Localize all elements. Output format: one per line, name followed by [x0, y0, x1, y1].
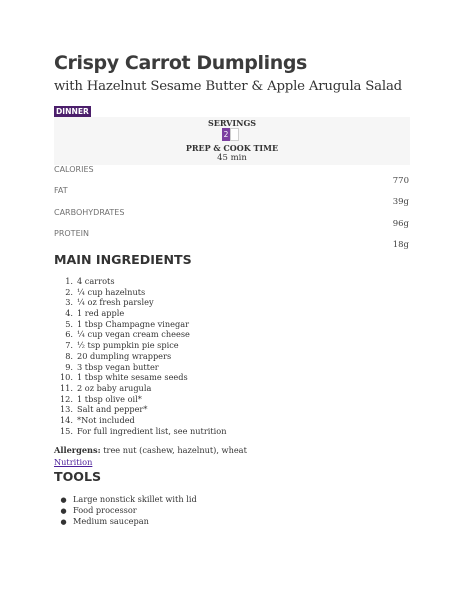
ingredient-number: 11. — [59, 382, 73, 393]
ingredient-item — [54, 308, 227, 319]
ingredient-number: 3. — [65, 297, 73, 308]
ingredient-item — [54, 415, 227, 426]
ingredient-item — [54, 319, 227, 330]
ingredient-text: 1 tbsp olive oil* — [77, 393, 142, 404]
ingredient-item — [54, 329, 227, 340]
allergens-text: tree nut (cashew, hazelnut), wheat — [103, 445, 247, 455]
nutrition-label-fat: FAT — [54, 186, 68, 195]
bullet-icon: ● — [60, 507, 67, 515]
ingredient-item — [54, 340, 227, 351]
ingredient-item — [54, 362, 227, 373]
ingredient-text: ¼ cup hazelnuts — [77, 286, 146, 297]
tool-item — [54, 516, 197, 527]
ingredient-number: 15. — [59, 425, 73, 436]
servings-label: SERVINGS — [207, 118, 257, 128]
meal-type-badge: DINNER — [56, 107, 89, 116]
tools-list — [54, 494, 197, 527]
nutrition-value-calories: 770 — [392, 176, 409, 186]
nutrition-link[interactable]: Nutrition — [54, 457, 93, 467]
ingredient-number: 12. — [59, 393, 73, 404]
bullet-icon: ● — [60, 518, 67, 526]
ingredient-number: 8. — [65, 350, 73, 361]
ingredient-item — [54, 426, 227, 437]
ingredient-item — [54, 276, 227, 287]
ingredient-text: ¼ oz fresh parsley — [77, 297, 154, 308]
ingredient-text: 1 red apple — [77, 308, 125, 319]
ingredient-item — [54, 394, 227, 405]
ingredient-number: 13. — [59, 404, 73, 415]
ingredient-text: *Not included — [77, 414, 135, 425]
ingredient-item — [54, 351, 227, 362]
ingredient-number: 2. — [65, 286, 73, 297]
bullet-icon: ● — [60, 496, 67, 504]
ingredient-number: 6. — [65, 329, 73, 340]
nutrition-label-calories: CALORIES — [54, 165, 94, 174]
ingredient-text: 3 tbsp vegan butter — [77, 361, 159, 372]
ingredient-number: 9. — [65, 361, 73, 372]
ingredient-number: 5. — [65, 318, 73, 329]
prep-cook-label: PREP & COOK TIME — [185, 143, 279, 153]
servings-stepper[interactable] — [222, 128, 239, 141]
servings-option-selected[interactable]: 2 — [223, 130, 229, 139]
ingredient-number: 14. — [59, 414, 73, 425]
ingredients-list — [54, 276, 227, 436]
ingredients-heading: MAIN INGREDIENTS — [54, 252, 192, 267]
tools-heading: TOOLS — [54, 469, 102, 484]
ingredient-text: ½ tsp pumpkin pie spice — [77, 340, 179, 351]
ingredient-number: 4. — [65, 308, 73, 319]
tool-text: Food processor — [73, 505, 137, 515]
ingredient-item — [54, 287, 227, 298]
tool-item — [54, 505, 197, 516]
ingredient-text: For full ingredient list, see nutrition — [77, 425, 227, 436]
ingredient-text: 2 oz baby arugula — [77, 382, 152, 393]
nutrition-label-carbohydrates: CARBOHYDRATES — [54, 208, 125, 217]
allergens-label: Allergens: — [54, 445, 101, 455]
info-box — [54, 117, 410, 165]
ingredient-number: 7. — [65, 340, 73, 351]
recipe-title: Crispy Carrot Dumplings — [54, 52, 307, 74]
prep-cook-value: 45 min — [217, 153, 247, 163]
ingredient-item — [54, 404, 227, 415]
ingredient-text: Salt and pepper* — [77, 404, 148, 415]
ingredient-text: 1 tbsp Champagne vinegar — [77, 318, 190, 329]
ingredient-text: 4 carrots — [77, 276, 115, 286]
ingredient-number: 1. — [65, 276, 73, 286]
nutrition-value-carbohydrates: 96g — [392, 219, 409, 229]
ingredient-text: 20 dumpling wrappers — [77, 350, 172, 361]
servings-option[interactable] — [230, 128, 239, 141]
tool-text: Medium saucepan — [73, 516, 149, 526]
tool-item — [54, 494, 197, 505]
ingredient-item — [54, 383, 227, 394]
ingredient-text: ¼ cup vegan cream cheese — [77, 329, 190, 340]
recipe-subtitle: with Hazelnut Sesame Butter & Apple Arugula Salad — [54, 79, 402, 94]
ingredient-number: 10. — [59, 372, 73, 383]
nutrition-value-fat: 39g — [392, 197, 409, 207]
ingredient-item — [54, 297, 227, 308]
nutrition-label-protein: PROTEIN — [54, 229, 89, 238]
allergens-line — [54, 445, 247, 455]
nutrition-value-protein: 18g — [392, 240, 409, 250]
ingredient-text: 1 tbsp white sesame seeds — [77, 372, 188, 383]
ingredient-item — [54, 372, 227, 383]
tool-text: Large nonstick skillet with lid — [73, 494, 197, 504]
